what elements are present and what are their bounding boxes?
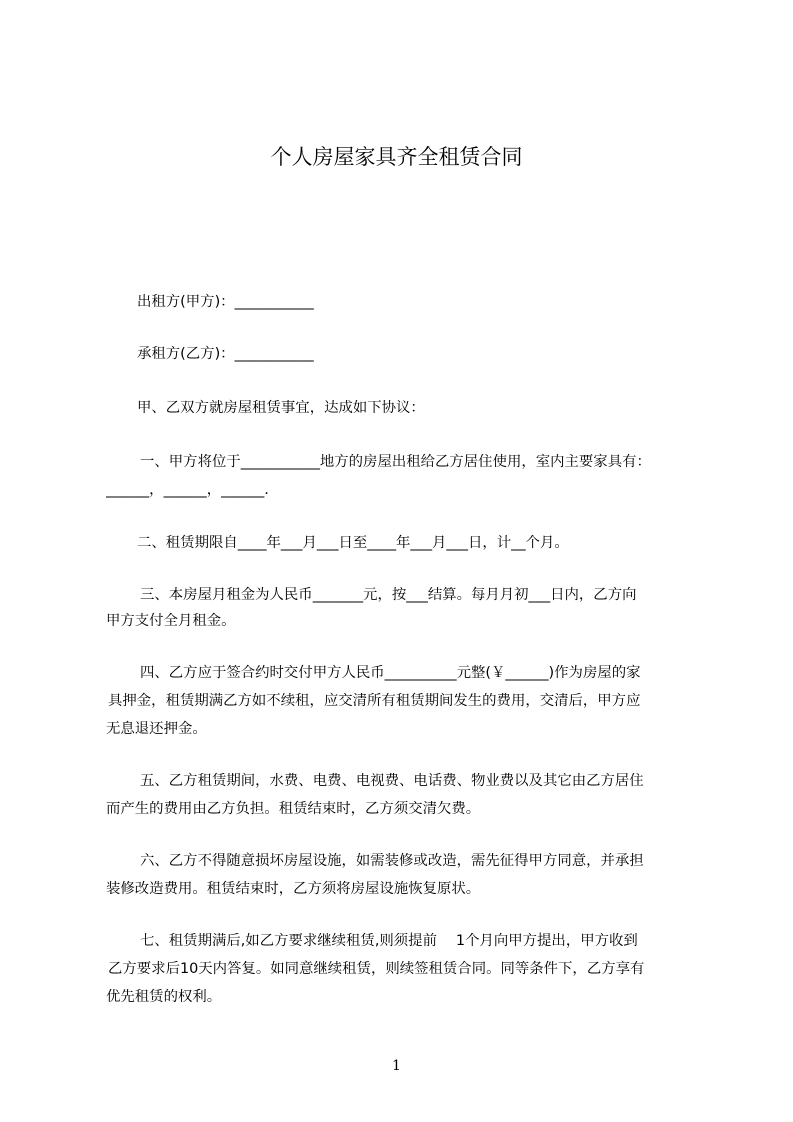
clause-5-line-1: 五、乙方租赁期间，水费、电费、电视费、电话费、物业费以及其它由乙方居住 xyxy=(140,773,644,789)
lessee-line: 承租方(乙方)：___________ xyxy=(137,346,314,362)
page-number: 1 xyxy=(392,1058,401,1074)
clause-7-line-2: 乙方要求后10天内答复。如同意继续租赁，则续签租赁合同。同等条件下，乙方享有 xyxy=(108,961,645,977)
clause-6-line-2: 装修改造费用。租赁结束时，乙方须将房屋设施恢复原状。 xyxy=(106,881,481,897)
clause-2-line-1: 二、租赁期限自____年___月___日至____年___月___日，计__个月。 xyxy=(137,535,569,551)
clause-4-line-2: 具押金，租赁期满乙方如不续租，应交清所有租赁期间发生的费用，交清后，甲方应 xyxy=(108,693,641,709)
clause-3-line-2: 甲方支付全月租金。 xyxy=(106,613,236,629)
clause-1-line-2: ______，______，______. xyxy=(106,482,269,498)
clause-4-line-1: 四、乙方应于签合约时交付甲方人民币__________元整(￥______)作为房屋的家 xyxy=(140,665,641,681)
contract-title: 个人房屋家具齐全租赁合同 xyxy=(270,145,523,169)
clause-7-line-1: 七、租赁期满后,如乙方要求继续租赁,则须提前 1个月向甲方提出，甲方收到 xyxy=(140,933,638,949)
clause-7-line-3: 优先租赁的权利。 xyxy=(106,989,222,1005)
clause-1-line-1: 一、甲方将位于___________地方的房屋出租给乙方居住使用，室内主要家具有： xyxy=(140,454,651,470)
lessor-line: 出租方(甲方)：___________ xyxy=(137,294,314,310)
clause-6-line-1: 六、乙方不得随意损坏房屋设施，如需装修或改造，需先征得甲方同意，并承担 xyxy=(140,853,644,869)
clause-5-line-2: 而产生的费用由乙方负担。租赁结束时，乙方须交清欠费。 xyxy=(106,801,481,817)
clause-4-line-3: 无息退还押金。 xyxy=(106,721,207,737)
clause-3-line-1: 三、本房屋月租金为人民币_______元，按___结算。每月月初___日内，乙方向 xyxy=(140,587,637,603)
agreement-intro: 甲、乙双方就房屋租赁事宜，达成如下协议： xyxy=(137,400,425,416)
